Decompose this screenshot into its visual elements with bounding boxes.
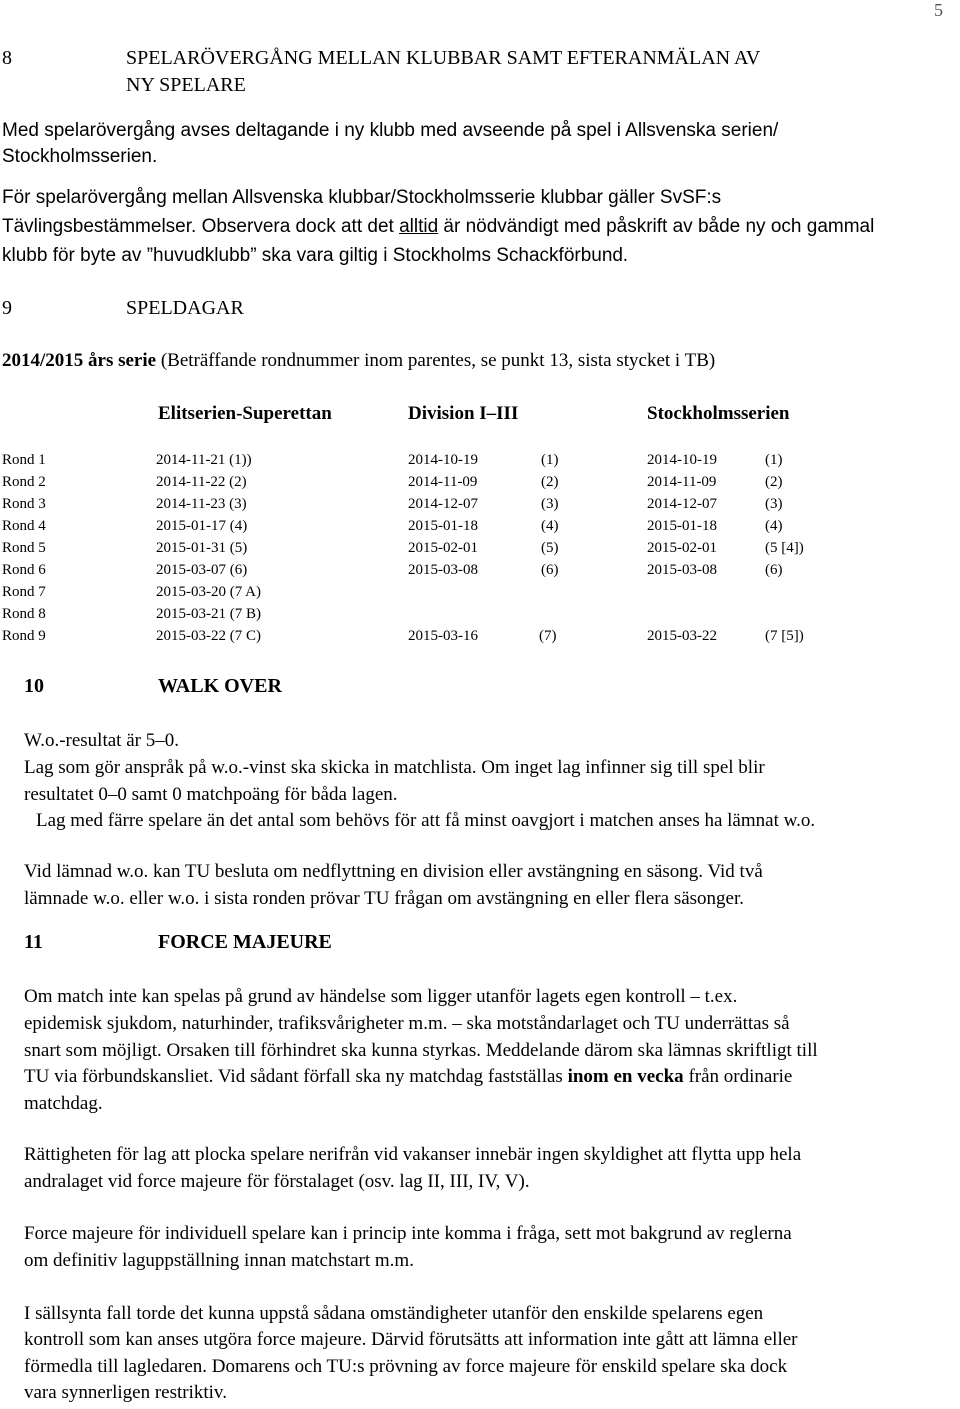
div-date: 2015-01-18 [408, 518, 478, 534]
div-round: (2) [541, 474, 559, 490]
elit-date: 2014-11-21 (1)) [156, 452, 252, 468]
elit-date: 2014-11-22 (2) [156, 474, 247, 490]
table-row [0, 603, 960, 625]
table-row [0, 493, 960, 515]
section-8-para1-line2: Stockholmsserien. [2, 146, 158, 167]
sth-round: (2) [765, 474, 783, 490]
sth-date: 2015-02-01 [647, 540, 717, 556]
div-round: (3) [541, 496, 559, 512]
div-round: (6) [541, 562, 559, 578]
div-round: (7) [539, 628, 557, 644]
table-row [0, 537, 960, 559]
section-8-number: 8 [2, 47, 12, 69]
para2-text-a: Tävlingsbestämmelser. [2, 216, 197, 237]
section-8-title-line2: NY SPELARE [126, 74, 246, 96]
section-10-number: 10 [24, 675, 44, 697]
section-11-title: FORCE MAJEURE [158, 931, 332, 953]
rond-label: Rond 6 [2, 562, 46, 578]
col-header-stockholmsserien: Stockholmsserien [647, 403, 790, 424]
section-11-para1-line2: epidemisk sjukdom, naturhinder, trafiksvårigheter m.m. – ska motståndarlaget och TU underrättas så [24, 1013, 790, 1034]
col-header-division: Division I–III [408, 403, 519, 424]
rond-label: Rond 4 [2, 518, 46, 534]
para1-line4-text-a: TU via förbundskansliet. Vid sådant förfall ska ny matchdag fastställas [24, 1066, 568, 1087]
sth-date: 2014-12-07 [647, 496, 717, 512]
sth-round: (6) [765, 562, 783, 578]
div-date: 2014-10-19 [408, 452, 478, 468]
section-10-line5: Vid lämnad w.o. kan TU besluta om nedflyttning en division eller avstängning en säsong. Vid två [24, 861, 763, 882]
elit-date: 2015-01-17 (4) [156, 518, 248, 534]
elit-date: 2015-03-07 (6) [156, 562, 248, 578]
page-number: 5 [934, 0, 943, 20]
section-8-title-line1: SPELARÖVERGÅNG MELLAN KLUBBAR SAMT EFTERANMÄLAN AV [126, 47, 761, 69]
elit-date: 2015-03-21 (7 B) [156, 606, 261, 622]
div-date: 2015-03-08 [408, 562, 478, 578]
elit-date: 2015-03-20 (7 A) [156, 584, 261, 600]
section-10-line6: lämnade w.o. eller w.o. i sista ronden prövar TU frågan om avstängning en eller flera säsonger. [24, 888, 745, 909]
para2-line3-end: . [622, 245, 628, 266]
section-8-para1-line1: Med spelarövergång avses deltagande i ny klubb med avseende på spel i Allsvenska serien/ [2, 120, 779, 141]
sth-date: 2014-10-19 [647, 452, 717, 468]
section-11-para4-line3: förmedla till lagledaren. Domarens och TU:s prövning av force majeure för enskild spelare ska dock [24, 1356, 788, 1377]
section-10-line4: Lag med färre spelare än det antal som behövs för att få minst oavgjort i matchen anses ha lämnat w.o. [36, 810, 816, 831]
sth-round: (5 [4]) [765, 540, 804, 556]
table-row [0, 471, 960, 493]
table-row [0, 559, 960, 581]
para2-text-b: Observera dock att det [196, 216, 400, 237]
section-11-para4-line4: vara synnerligen restriktiv. [24, 1382, 227, 1403]
section-11-number: 11 [24, 931, 43, 953]
rond-label: Rond 3 [2, 496, 46, 512]
rond-label: Rond 7 [2, 584, 46, 600]
section-11-para2-line1: Rättigheten för lag att plocka spelare nerifrån vid vakanser innebär ingen skyldighet att flytta upp hela [24, 1144, 802, 1165]
season-label: 2014/2015 års serie [2, 350, 157, 371]
div-date: 2015-03-16 [408, 628, 478, 644]
section-11-para3-line1: Force majeure för individuell spelare kan i princip inte komma i fråga, sett mot bakgrund av reglerna [24, 1223, 792, 1244]
elit-date: 2014-11-23 (3) [156, 496, 247, 512]
rond-label: Rond 5 [2, 540, 46, 556]
para1-line4-text-c: från ordinarie [683, 1066, 793, 1087]
elit-date: 2015-03-22 (7 C) [156, 628, 261, 644]
sth-date: 2015-03-22 [647, 628, 717, 644]
div-round: (5) [541, 540, 559, 556]
section-10-line2: Lag som gör anspråk på w.o.-vinst ska skicka in matchlista. Om inget lag infinner sig till spel blir [24, 757, 765, 778]
section-10-line1: W.o.-resultat är 5–0. [24, 730, 179, 751]
section-10-title: WALK OVER [158, 675, 282, 697]
sth-date: 2015-03-08 [647, 562, 717, 578]
div-date: 2014-11-09 [408, 474, 478, 490]
section-11-para1-line3: snart som möjligt. Orsaken till förhindret ska kunna styrkas. Meddelande därom ska lämnas skriftligt till [24, 1040, 818, 1061]
section-9-title: SPELDAGAR [126, 297, 244, 319]
table-row [0, 515, 960, 537]
div-round: (1) [541, 452, 559, 468]
section-11-para3-line2: om definitiv laguppställning innan matchstart m.m. [24, 1250, 414, 1271]
section-11-para1-line4 [24, 1064, 792, 1090]
section-8-para2-line1: För spelarövergång mellan Allsvenska klubbar/Stockholmsserie klubbar gäller SvSF:s [2, 187, 722, 208]
sth-date: 2014-11-09 [647, 474, 717, 490]
elit-date: 2015-01-31 (5) [156, 540, 248, 556]
table-row [0, 625, 960, 647]
section-11-para4-line2: kontroll som kan anses utgöra force majeure. Därvid förutsätts att information inte gått att lämna eller [24, 1329, 798, 1350]
section-11-para2-line2: andralaget vid force majeure för förstalaget (osv. lag II, III, IV, V). [24, 1171, 530, 1192]
rond-label: Rond 1 [2, 452, 46, 468]
section-9-number: 9 [2, 297, 12, 319]
col-header-elitserien: Elitserien-Superettan [158, 403, 332, 424]
sth-round: (1) [765, 452, 783, 468]
section-11-para4-line1: I sällsynta fall torde det kunna uppstå sådana omständigheter utanför den enskilde spelarens egen [24, 1303, 764, 1324]
section-8-para2-line2 [2, 214, 874, 240]
table-row [0, 581, 960, 603]
sth-round: (3) [765, 496, 783, 512]
para2-text-d: är nödvändigt med påskrift av både ny och gammal [438, 216, 875, 237]
table-row [0, 449, 960, 471]
para2-underlined-alltid: alltid [399, 216, 439, 237]
div-date: 2015-02-01 [408, 540, 478, 556]
div-round: (4) [541, 518, 559, 534]
sth-round: (7 [5]) [765, 628, 804, 644]
sth-date: 2015-01-18 [647, 518, 717, 534]
section-8-para2-line3 [2, 243, 628, 269]
rond-label: Rond 9 [2, 628, 46, 644]
sth-round: (4) [765, 518, 783, 534]
section-11-para1-line5: matchdag. [24, 1093, 103, 1114]
section-9-intro [2, 348, 715, 374]
rond-label: Rond 8 [2, 606, 46, 622]
para1-line4-bold: inom en vecka [567, 1066, 684, 1087]
div-date: 2014-12-07 [408, 496, 478, 512]
season-note: (Beträffande rondnummer inom parentes, se punkt 13, sista stycket i TB) [156, 350, 716, 371]
section-11-para1-line1: Om match inte kan spelas på grund av händelse som ligger utanför lagets egen kontroll – t.ex. [24, 986, 738, 1007]
rond-label: Rond 2 [2, 474, 46, 490]
para2-line3-text: klubb för byte av ”huvudklubb” ska vara giltig i Stockholms Schackförbund [2, 245, 623, 266]
section-10-line3: resultatet 0–0 samt 0 matchpoäng för båda lagen. [24, 784, 398, 805]
